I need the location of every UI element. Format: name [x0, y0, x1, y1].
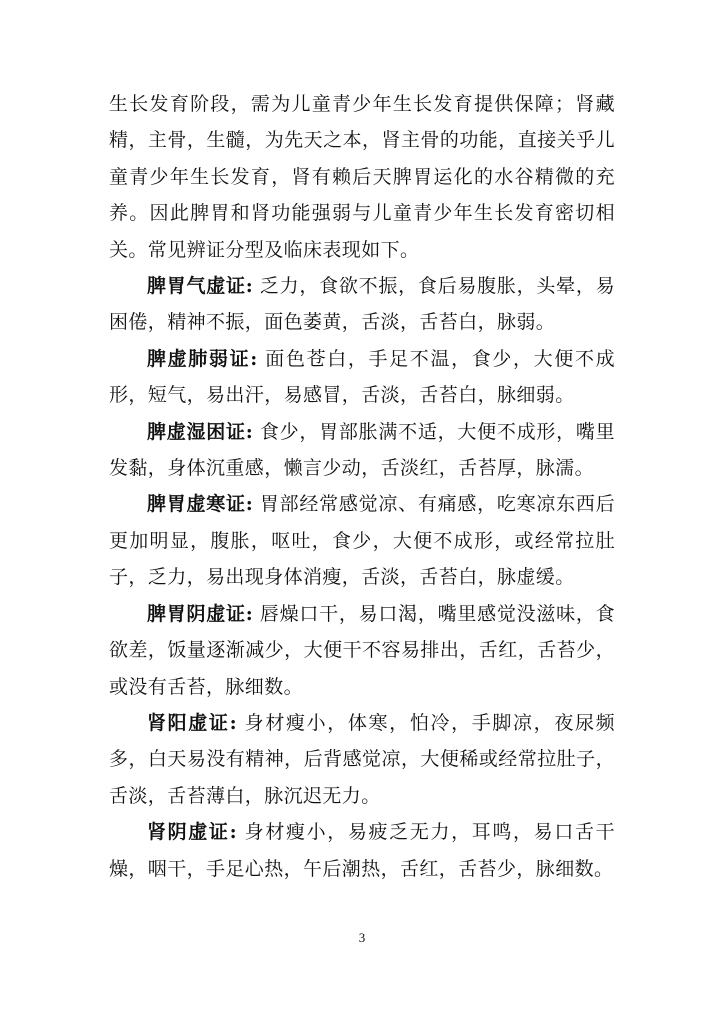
syndrome-term: 脾胃气虚证: [147, 275, 254, 298]
syndrome-paragraph-spleen-stomach-yin-deficiency [109, 596, 615, 705]
syndrome-description: 身材瘦小，易疲乏无力，耳鸣，易口舌干燥，咽干，手足心热，午后潮热，舌红，舌苔少，脉细数。 [109, 821, 616, 880]
page-number: 3 [358, 930, 366, 945]
syndrome-term: 脾胃阴虚证: [147, 602, 254, 625]
syndrome-term: 脾胃虚寒证: [147, 493, 254, 516]
syndrome-term: 肾阴虚证: [147, 821, 237, 844]
syndrome-description: 唇燥口干，易口渴，嘴里感觉没滋味，食欲差，饭量逐渐减少，大便干不容易排出，舌红，舌苔少，或没有舌苔，脉细数。 [109, 602, 615, 698]
syndrome-term: 脾虚湿困证: [147, 420, 254, 443]
syndrome-paragraph-spleen-stomach-cold [109, 486, 615, 595]
syndrome-paragraph-spleen-deficiency-dampness [109, 414, 615, 487]
syndrome-description: 乏力，食欲不振，食后易腹胀，头晕，易困倦，精神不振，面色萎黄，舌淡，舌苔白，脉弱。 [109, 275, 615, 334]
syndrome-paragraph-spleen-stomach-qi-deficiency [109, 268, 615, 341]
syndrome-paragraph-kidney-yin-deficiency [109, 814, 615, 887]
syndrome-description: 食少，胃部胀满不适，大便不成形，嘴里发黏，身体沉重感，懒言少动，舌淡红，舌苔厚，脉濡。 [109, 420, 615, 480]
syndrome-paragraph-kidney-yang-deficiency [109, 705, 615, 814]
document-body [109, 86, 615, 887]
syndrome-paragraph-spleen-deficiency-lung-weakness [109, 341, 615, 414]
syndrome-description: 身材瘦小，体寒，怕冷，手脚凉，夜尿频多，白天易没有精神，后背感觉凉，大便稀或经常拉肚子，舌淡，舌苔薄白，脉沉迟无力。 [109, 711, 616, 807]
syndrome-term: 脾虚肺弱证: [147, 347, 258, 370]
syndrome-term: 肾阳虚证: [147, 711, 237, 734]
syndrome-description: 面色苍白，手足不温，食少，大便不成形，短气，易出汗，易感冒，舌淡，舌苔白，脉细弱。 [109, 347, 615, 407]
intro-paragraph: 生长发育阶段，需为儿童青少年生长发育提供保障；肾藏精，主骨，生髓，为先天之本，肾主骨的功能，直接关乎儿童青少年生长发育，肾有赖后天脾胃运化的水谷精微的充养。因此脾胃和肾功能强弱与儿童青少年生长发育密切相关。常见辨证分型及临床表现如下。 [109, 93, 615, 261]
syndrome-description: 胃部经常感觉凉、有痛感，吃寒凉东西后更加明显，腹胀，呕吐，食少，大便不成形，或经常拉肚子，乏力，易出现身体消瘦，舌淡，舌苔白，脉虚缓。 [109, 493, 615, 589]
